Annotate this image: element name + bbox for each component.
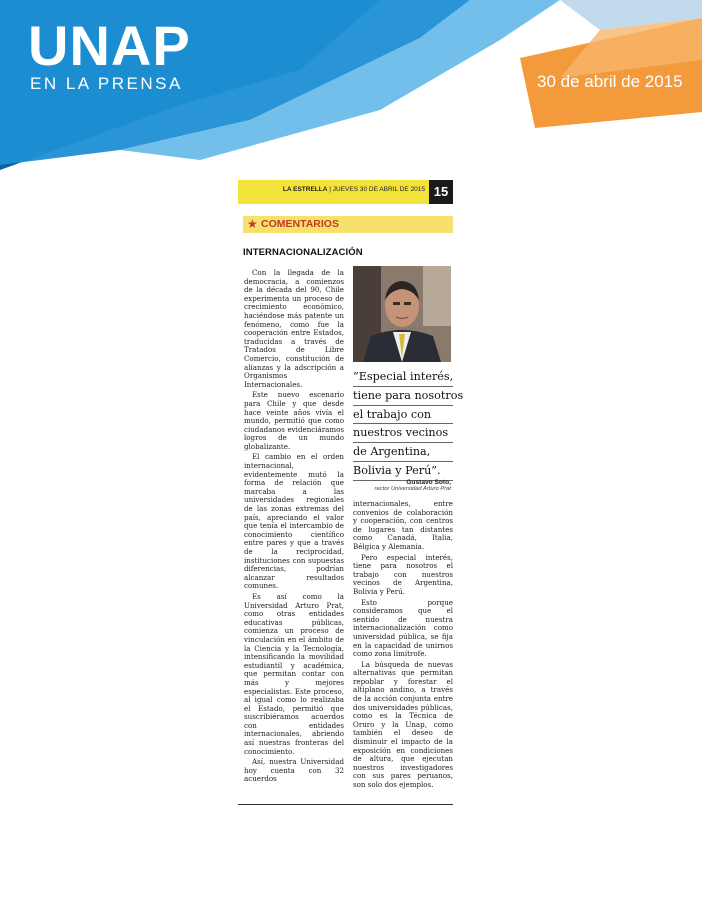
- newspaper-meta: [283, 186, 425, 193]
- article-column-left: [244, 269, 344, 786]
- publication-date: 30 de abril de 2015: [537, 72, 683, 91]
- paragraph: Es así como la Universidad Arturo Prat, como otras entidades educativas públicas, comienza un proceso de vinculación en el ámbito de la Ciencia y la Tecnología, intensificando la movilidad estudiantil y académica, que permitan contar con más y mejores especialistas. Este proceso, al igual como lo realizaba el Estado, permitió que suscribiéramos acuerdos con entidades internacionales, abriendo así nuestras fronteras del conocimiento.: [244, 591, 344, 756]
- paragraph: El cambio en el orden internacional, evidentemente mutó la forma de relación que marcaba a las universidades regionales de las zonas extremas del país, apreciando el valor que tenía el intercambio de conocimiento científico entre pares y que a través de la reciprocidad, instituciones con supuestas diferencias, podrían alcanzar resultados comunes.: [244, 452, 344, 591]
- quote-line: el trabajo con: [353, 406, 453, 425]
- paragraph: internacionales, entre convenios de colaboración y cooperación, con centros de lugares tan distantes como Canadá, Italia, Bélgica y Alemania.: [353, 499, 453, 551]
- article-column-right: [353, 500, 453, 792]
- author-name: Gustavo Soto,: [406, 479, 451, 486]
- edition-date: | JUEVES 30 DE ABRIL DE 2015: [329, 186, 425, 193]
- quote-line: “Especial interés,: [353, 368, 453, 387]
- quote-line: nuestros vecinos: [353, 424, 453, 443]
- paragraph: Con la llegada de la democracia, a comienzos de la década del 90, Chile experimenta un proceso de crecimiento económico, haciéndose más patente un fenómeno, como fue la cooperación entre Estados, traducidas a través de Tratados de Libre Comercio, constitución de alianzas y la adscripción a Organismos Internacionales.: [244, 268, 344, 389]
- quote-line: de Argentina,: [353, 443, 453, 462]
- article-headline: INTERNACIONALIZACIÓN: [243, 247, 363, 258]
- paragraph: Así, nuestra Universidad hoy cuenta con 32 acuerdos: [244, 757, 344, 784]
- bottom-rule: [238, 804, 453, 805]
- newspaper-name: LA ESTRELLA: [282, 186, 328, 193]
- paragraph: Esto porque consideramos que el sentido de nuestra internacionalización como universidad pública, se fija en la capacidad de unirnos como zona limítrofe.: [353, 597, 453, 659]
- newspaper-header-bar: [238, 180, 453, 204]
- section-label: COMENTARIOS: [261, 218, 339, 230]
- newspaper-clipping: [238, 180, 464, 820]
- paragraph: Este nuevo escenario para Chile y que desde hace veinte años vivía el mundo, permitió que como ciudadanos evidenciáramos logros de un mundo globalizante.: [244, 390, 344, 451]
- author-credit: [375, 479, 451, 492]
- brand-logo-text: UNAP: [28, 14, 191, 77]
- paragraph: Pero especial interés, tiene para nosotros el trabajo con nuestros vecinos de Argentina, Bolivia y Perú.: [353, 552, 453, 596]
- quote-line: tiene para nosotros: [353, 387, 453, 406]
- page-number: 15: [429, 180, 453, 204]
- section-bar: [243, 216, 453, 233]
- author-photo: [353, 266, 451, 362]
- author-role: rector Universidad Arturo Prat: [374, 486, 451, 492]
- pull-quote: [353, 368, 464, 481]
- brand-tagline: EN LA PRENSA: [30, 74, 183, 93]
- paragraph: La búsqueda de nuevas alternativas que permitan repoblar y forestar el altiplano andino, a través de la acción conjunta entre dos universidades públicas, como es la Técnica de Oruro y la Unap, como también el deseo de disminuir el impacto de la exposición en condiciones de altura, que ejecutan nuestros investigadores con sus pares peruanos, son solo dos ejemplos.: [353, 659, 453, 789]
- star-icon: ★: [247, 217, 258, 231]
- quote-line: Bolivia y Perú”.: [353, 462, 453, 481]
